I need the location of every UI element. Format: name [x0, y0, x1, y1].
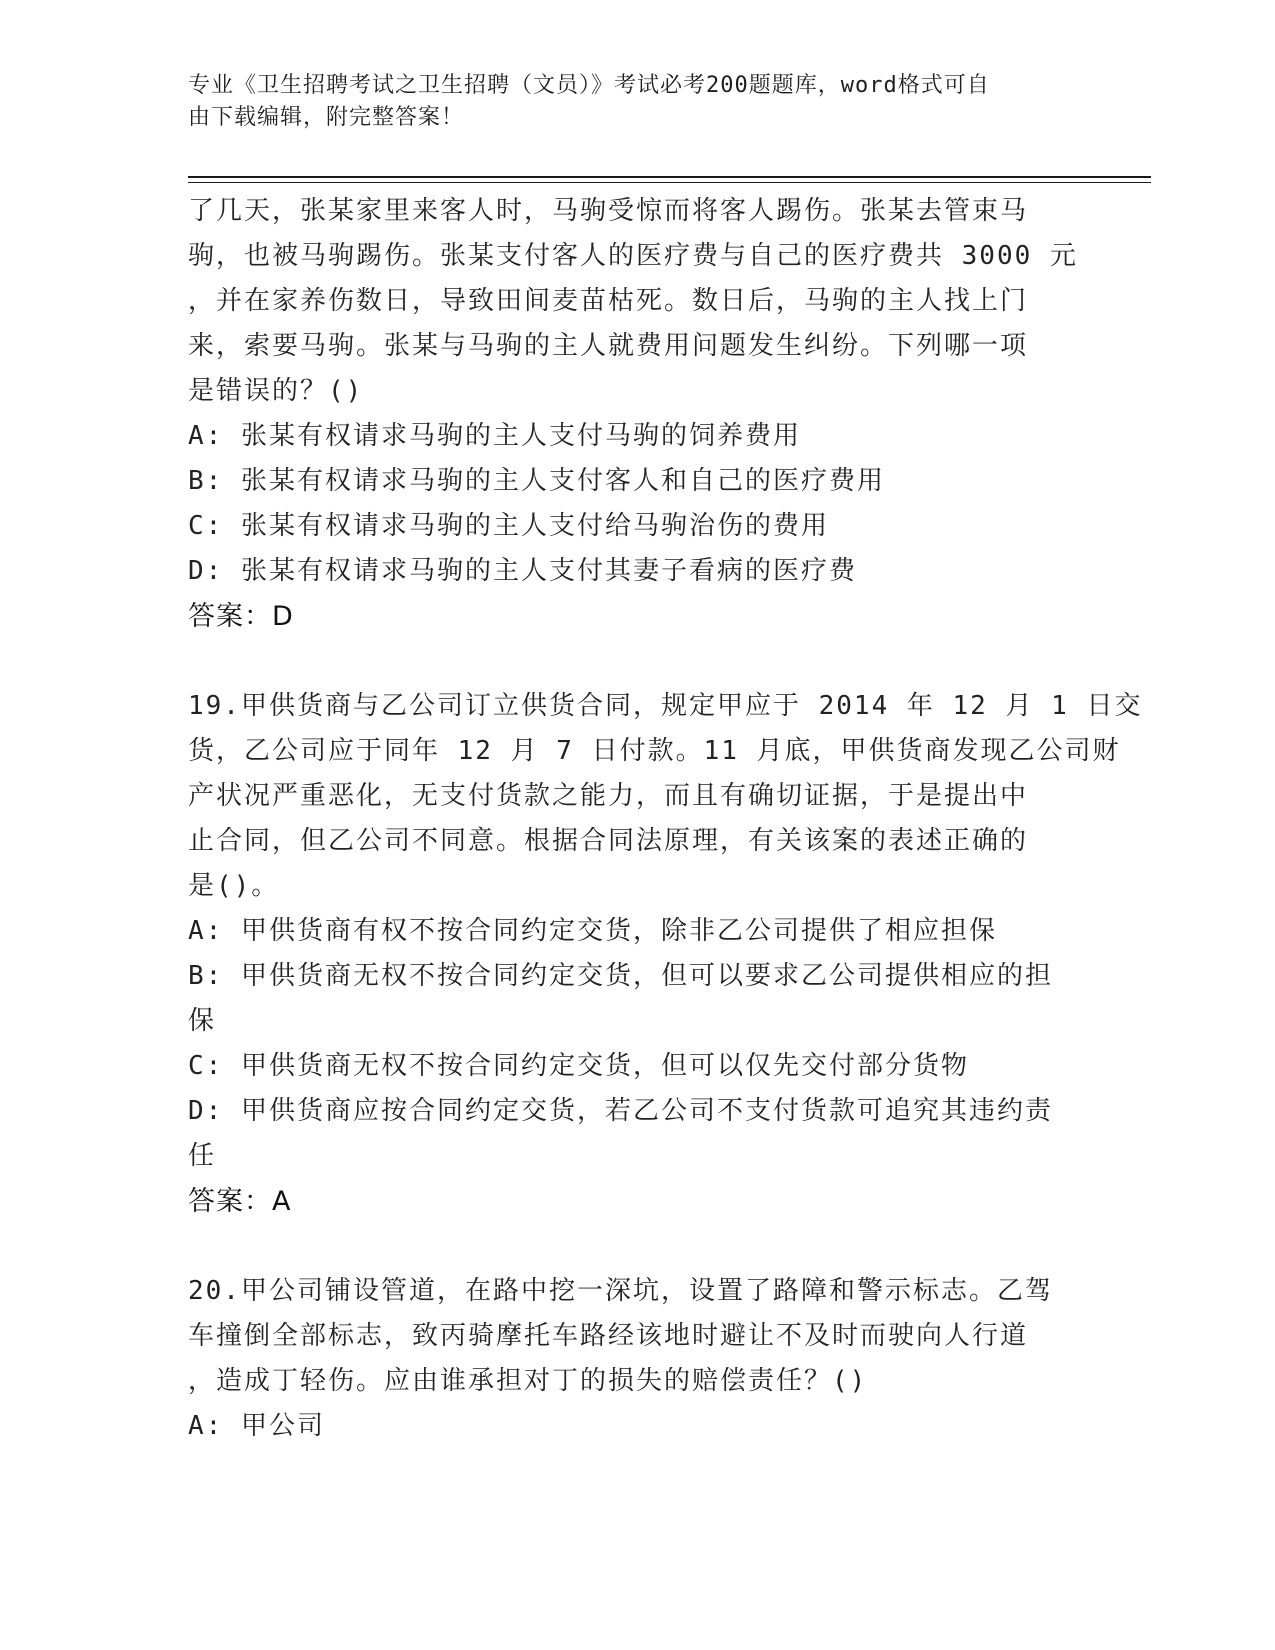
- question-18-option-c: C: 张某有权请求马驹的主人支付给马驹治伤的费用: [188, 511, 829, 541]
- question-20-stem-line-2: 车撞倒全部标志，致丙骑摩托车路经该地时避让不及时而驶向人行道: [188, 1321, 1029, 1351]
- question-19-stem-line-1: 19.甲供货商与乙公司订立供货合同，规定甲应于 2014 年 12 月 1 日交: [188, 691, 1143, 721]
- header-divider-thick: [188, 176, 1151, 178]
- question-19-stem-line-2: 货，乙公司应于同年 12 月 7 日付款。11 月底，甲供货商发现乙公司财: [188, 736, 1121, 766]
- question-19-answer: 答案：A: [188, 1186, 292, 1217]
- question-content: [188, 189, 1143, 1449]
- header-divider-thin: [188, 182, 1151, 183]
- question-20-stem-line-3: ，造成丁轻伤。应由谁承担对丁的损失的赔偿责任？(): [188, 1366, 868, 1396]
- question-20: [188, 1269, 1078, 1449]
- question-19-stem-line-5: 是()。: [188, 871, 280, 901]
- question-20-stem-line-1: 20.甲公司铺设管道，在路中挖一深坑，设置了路障和警示标志。乙驾: [188, 1276, 1053, 1306]
- document-header: [188, 70, 1068, 134]
- question-18-stem-line-1: 了几天，张某家里来客人时，马驹受惊而将客人踢伤。张某去管束马: [188, 196, 1029, 226]
- question-18-option-d: D: 张某有权请求马驹的主人支付其妻子看病的医疗费: [188, 556, 857, 586]
- question-18-answer: 答案：D: [188, 601, 294, 632]
- header-line-2: 由下载编辑，附完整答案！: [188, 105, 465, 130]
- question-18-stem-line-5: 是错误的？(): [188, 376, 364, 406]
- question-18-stem-line-3: ，并在家养伤数日，导致田间麦苗枯死。数日后，马驹的主人找上门: [188, 286, 1029, 316]
- question-spacer: [188, 1224, 1078, 1269]
- question-19-stem-line-3: 产状况严重恶化，无支付货款之能力，而且有确切证据，于是提出中: [188, 781, 1029, 811]
- question-18-option-a: A: 张某有权请求马驹的主人支付马驹的饲养费用: [188, 421, 801, 451]
- question-19-option-b-line-1: B: 甲供货商无权不按合同约定交货，但可以要求乙公司提供相应的担: [188, 961, 1053, 991]
- question-18-stem-line-4: 来，索要马驹。张某与马驹的主人就费用问题发生纠纷。下列哪一项: [188, 331, 1029, 361]
- header-line-1: 专业《卫生招聘考试之卫生招聘（文员）》考试必考200题题库，word格式可自: [188, 73, 990, 98]
- question-18: [188, 189, 1078, 639]
- question-19-option-b-line-2: 保: [188, 1006, 217, 1036]
- question-20-option-a: A: 甲公司: [188, 1411, 325, 1441]
- question-19-option-c: C: 甲供货商无权不按合同约定交货，但可以仅先交付部分货物: [188, 1051, 969, 1081]
- question-18-option-b: B: 张某有权请求马驹的主人支付客人和自己的医疗费用: [188, 466, 885, 496]
- question-19-stem-line-4: 止合同，但乙公司不同意。根据合同法原理，有关该案的表述正确的: [188, 826, 1029, 856]
- question-19-option-d-line-1: D: 甲供货商应按合同约定交货，若乙公司不支付货款可追究其违约责: [188, 1096, 1053, 1126]
- question-19-option-a: A: 甲供货商有权不按合同约定交货，除非乙公司提供了相应担保: [188, 916, 997, 946]
- question-18-stem-line-2: 驹，也被马驹踢伤。张某支付客人的医疗费与自己的医疗费共 3000 元: [188, 241, 1078, 271]
- question-spacer: [188, 639, 1078, 684]
- question-19: [188, 684, 1143, 1224]
- question-19-option-d-line-2: 任: [188, 1141, 217, 1171]
